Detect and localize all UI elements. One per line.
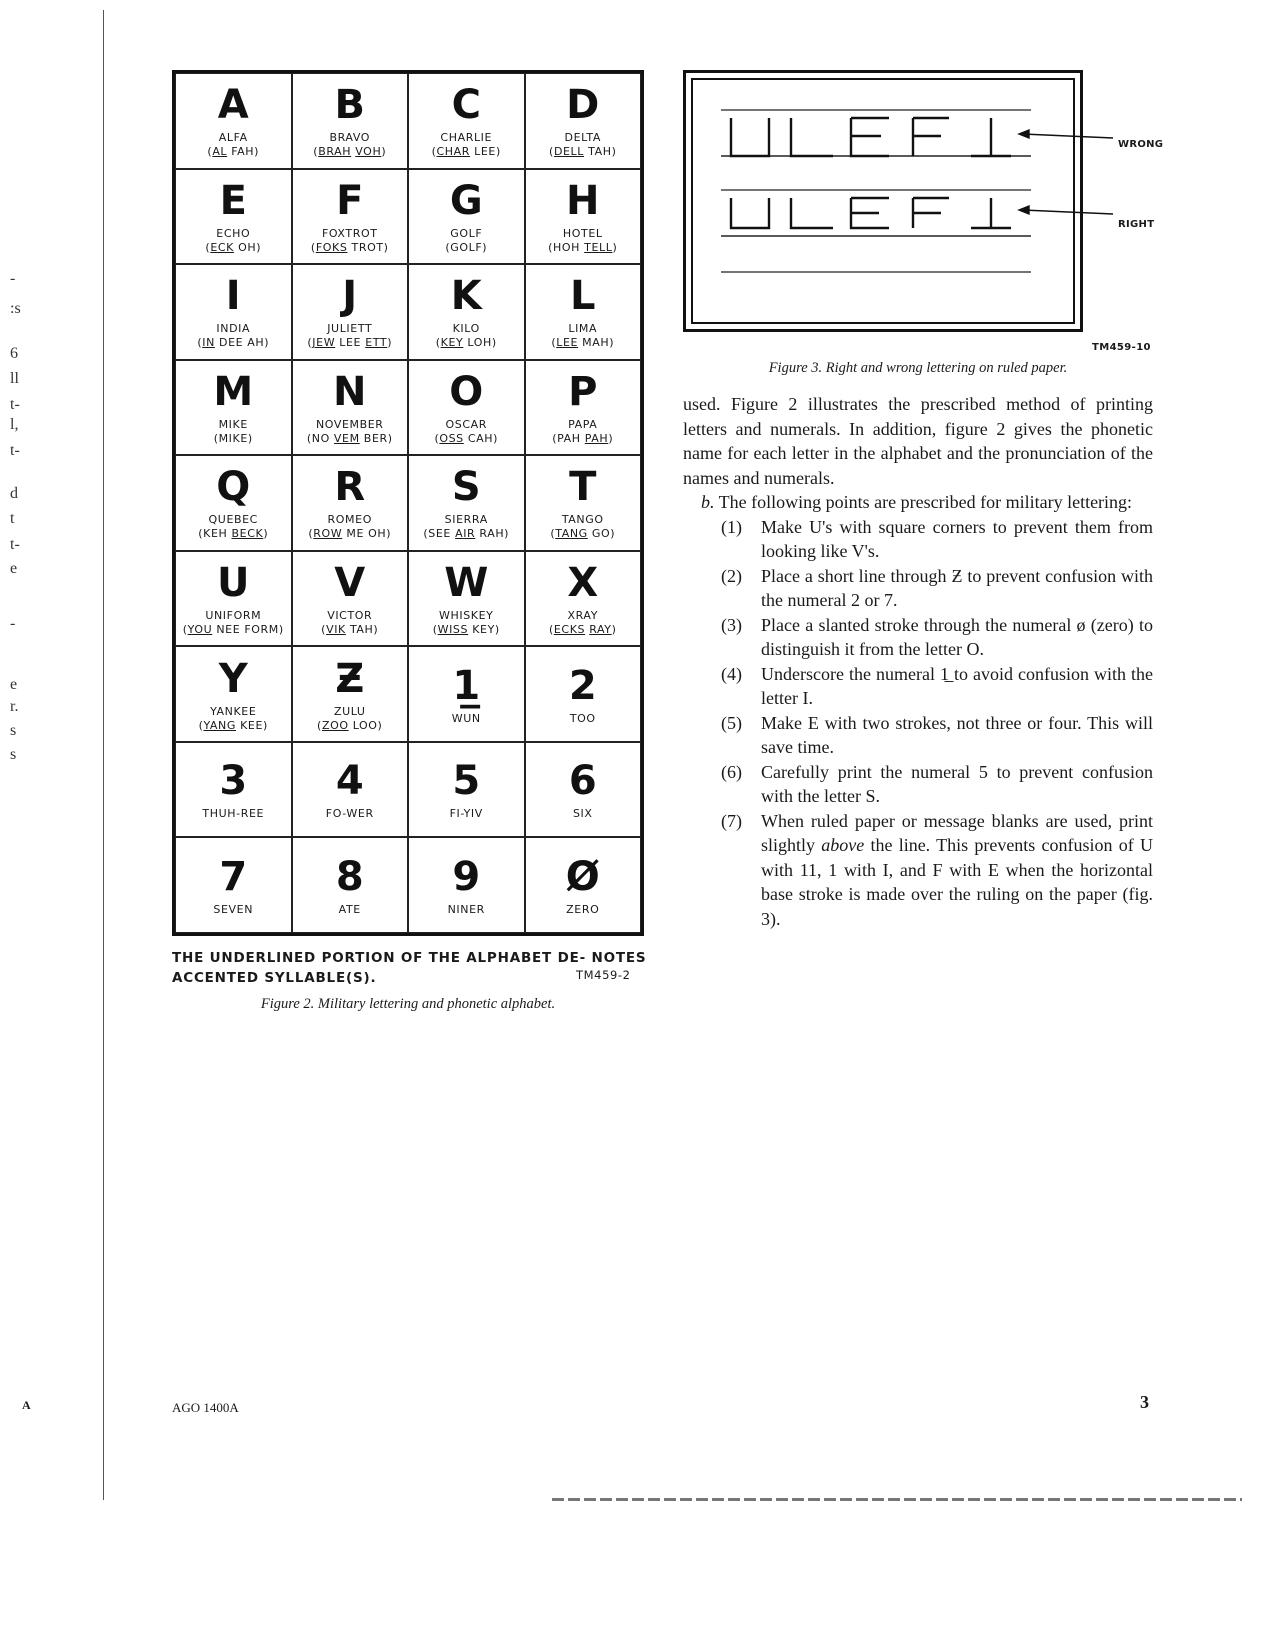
phonetic-name: WHISKEY [439,609,494,623]
paragraph-b-label: b. [701,492,715,512]
point-item: (2) Place a short line through Ƶ to prevent confusion with the numeral 2 or 7. [721,565,1153,610]
pronunciation: (DELL TAH) [549,145,617,159]
margin-mark: ll [10,370,19,387]
alphabet-glyph: U [217,560,250,607]
phonetic-name: ATE [338,902,361,916]
figure2-note: THE UNDERLINED PORTION OF THE ALPHABET DE- NOTES ACCENTED SYLLABLE(S). [172,950,647,986]
margin-mark: t- [10,536,20,553]
margin-mark: s [10,746,17,763]
alphabet-cell [175,455,292,551]
alphabet-glyph: I [225,273,241,320]
phonetic-name: BRAVO [329,131,371,145]
figure2-caption: Figure 2. Military lettering and phonetic alphabet. [260,996,556,1012]
alphabet-glyph: L [570,273,596,320]
alphabet-glyph: X [567,560,599,607]
margin-mark: t- [10,442,20,459]
alphabet-cell [525,551,642,647]
alphabet-glyph: 3 [219,758,248,805]
pronunciation: (NO VEM BER) [306,431,393,445]
alphabet-glyph: D [566,82,600,129]
phonetic-alphabet-grid [172,70,644,936]
phonetic-name: WUN [451,711,481,725]
phonetic-name: INDIA [216,322,251,336]
scan-artifact-line [552,1498,1242,1501]
side-margin-mark: A [22,1398,31,1412]
phonetic-name: PAPA [568,417,598,431]
margin-mark: e [10,676,18,693]
pronunciation: (IN DEE AH) [197,336,270,350]
pronunciation: (TANG GO) [550,527,616,541]
pronunciation: (PAH PAH) [552,431,614,445]
alphabet-cell [408,837,525,933]
alphabet-glyph: 6 [568,758,597,805]
figure2-code: TM459-2 [576,968,631,982]
figure3-code: TM459-10 [1092,342,1151,353]
right-letters [731,198,1011,228]
point-item: (4) Underscore the numeral 1̲ to avoid confusion with the letter I. [721,663,1153,708]
wrong-letters [731,118,1011,156]
alphabet-cell [292,169,409,265]
alphabet-cell [525,264,642,360]
alphabet-cell [292,264,409,360]
pronunciation: (AL FAH) [207,145,260,159]
right-label: RIGHT [1118,219,1155,230]
phonetic-name: VICTOR [327,609,373,623]
paragraph-b [683,490,1153,515]
alphabet-glyph: K [450,273,482,320]
phonetic-name: NINER [447,902,485,916]
alphabet-cell [525,455,642,551]
alphabet-cell [292,73,409,169]
margin-mark: - [10,270,16,287]
phonetic-name: YANKEE [210,704,257,718]
point-item: (7) When ruled paper or message blanks are used, print slightly above the line. This prevents confusion of U with 11, 1 with I, and F with E when the horizontal base stroke is made over the ruling on the paper (fig. 3). [721,810,1153,929]
pronunciation: (OSS CAH) [434,431,499,445]
alphabet-cell [525,169,642,265]
lettering-points [683,515,1153,932]
margin-mark: 6 [10,345,18,362]
paragraph-b-text: The following points are prescribed for military lettering: [714,492,1133,512]
pronunciation: (HOH TELL) [548,240,618,254]
phonetic-name: SEVEN [213,902,254,916]
margin-mark: s [10,722,17,739]
phonetic-name: GOLF [450,226,483,240]
alphabet-cell [292,742,409,838]
phonetic-name: TOO [569,711,596,725]
phonetic-name: MIKE [218,417,248,431]
margin-mark: e [10,560,18,577]
margin-mark: d [10,485,18,502]
alphabet-glyph: N [333,368,367,415]
alphabet-glyph: T [569,464,597,511]
phonetic-name: NOVEMBER [315,417,384,431]
pronunciation: (YANG KEE) [198,718,268,732]
phonetic-name: UNIFORM [205,609,262,623]
alphabet-glyph: A [217,82,249,129]
alphabet-cell [175,551,292,647]
margin-mark: l, [10,416,19,433]
phonetic-name: DELTA [564,131,601,145]
alphabet-cell [292,646,409,742]
alphabet-glyph: O [449,368,484,415]
alphabet-glyph: 4 [335,758,364,805]
margin-mark: t [10,510,15,527]
alphabet-cell [408,646,525,742]
pronunciation: (ECKS RAY) [548,623,617,637]
pronunciation: (YOU NEE FORM) [182,623,284,637]
margin-mark: t- [10,396,20,413]
alphabet-cell [408,73,525,169]
alphabet-glyph: Ø [565,853,600,900]
alphabet-cell [408,169,525,265]
pronunciation: (KEY LOH) [435,336,497,350]
pronunciation: (SEE AIR RAH) [423,527,510,541]
phonetic-name: LIMA [568,322,598,336]
phonetic-name: ECHO [216,226,251,240]
phonetic-name: SIERRA [444,513,488,527]
margin-mark: :s [10,300,21,317]
figure3-lettering [683,70,1143,332]
alphabet-glyph: G [449,177,483,224]
alphabet-glyph: E [219,177,247,224]
alphabet-cell [292,455,409,551]
point-item: (6) Carefully print the numeral 5 to prevent confusion with the letter S. [721,761,1153,806]
phonetic-name: SIX [572,807,593,821]
point-item: (1) Make U's with square corners to prevent them from looking like V's. [721,516,1153,561]
alphabet-cell [408,360,525,456]
alphabet-cell [408,551,525,647]
alphabet-cell [175,646,292,742]
alphabet-glyph: P [568,368,598,415]
alphabet-glyph: B [334,82,365,129]
phonetic-name: XRAY [567,609,599,623]
alphabet-cell [525,73,642,169]
alphabet-cell [175,837,292,933]
phonetic-name: CHARLIE [440,131,493,145]
paragraph-continuation: used. Figure 2 illustrates the prescribed method of printing letters and numerals. In addition, figure 2 gives the phonetic name for each letter in the alphabet and the pronunciation of the names and numerals. [683,394,1153,488]
point-item: (3) Place a slanted stroke through the numeral ø (zero) to distinguish it from the letter O. [721,614,1153,659]
phonetic-name: FO-WER [325,807,374,821]
phonetic-name: QUEBEC [208,513,258,527]
alphabet-cell [525,742,642,838]
footer-ago: AGO 1400A [172,1400,239,1415]
pronunciation: (WISS KEY) [432,623,500,637]
alphabet-glyph: J [342,273,358,320]
pronunciation: (JEW LEE ETT) [307,336,393,350]
alphabet-glyph: C [451,82,481,129]
alphabet-glyph: 2 [568,662,597,709]
alphabet-cell [175,264,292,360]
alphabet-glyph: 9 [452,853,481,900]
pronunciation: (BRAH VOH) [313,145,387,159]
pronunciation: (KEH BECK) [198,527,269,541]
alphabet-glyph: 5 [452,758,481,805]
phonetic-name: JULIETT [327,322,373,336]
pronunciation: (ZOO LOO) [317,718,383,732]
alphabet-glyph: 8 [335,853,364,900]
pronunciation: (MIKE) [213,431,253,445]
phonetic-name: OSCAR [445,417,487,431]
alphabet-cell [408,455,525,551]
alphabet-cell [408,742,525,838]
alphabet-glyph: F [336,177,364,224]
phonetic-name: ALFA [218,131,248,145]
phonetic-name: ZERO [566,902,600,916]
alphabet-cell [175,742,292,838]
phonetic-name: KILO [452,322,480,336]
phonetic-name: FI-YIV [449,807,483,821]
phonetic-name: ZULU [333,704,366,718]
alphabet-cell [175,169,292,265]
pronunciation: (GOLF) [445,240,488,254]
alphabet-glyph: V [334,560,366,607]
page-number: 3 [1140,1392,1149,1412]
alphabet-cell [525,646,642,742]
pronunciation: (VIK TAH) [321,623,379,637]
phonetic-name: HOTEL [562,226,603,240]
alphabet-glyph: M [213,368,254,415]
pronunciation: (ROW ME OH) [308,527,392,541]
alphabet-glyph: 7 [219,853,248,900]
figure3-caption: Figure 3. Right and wrong lettering on ruled paper. [768,360,1068,376]
alphabet-glyph: Y [218,655,248,702]
alphabet-glyph: S [451,464,481,511]
binding-line [103,10,104,1500]
alphabet-glyph: Ƶ [335,655,365,702]
alphabet-glyph: H [566,177,600,224]
margin-mark: r. [10,698,19,715]
alphabet-glyph: W [444,560,489,607]
pronunciation: (LEE MAH) [551,336,615,350]
pronunciation: (CHAR LEE) [431,145,501,159]
phonetic-name: ROMEO [327,513,372,527]
alphabet-cell [408,264,525,360]
pronunciation: (ECK OH) [205,240,262,254]
alphabet-glyph: Q [216,464,251,511]
alphabet-cell [292,551,409,647]
alphabet-cell [175,73,292,169]
point-item: (5) Make E with two strokes, not three or four. This will save time. [721,712,1153,757]
phonetic-name: THUH-REE [202,807,265,821]
pronunciation: (FOKS TROT) [310,240,389,254]
alphabet-cell [175,360,292,456]
alphabet-cell [525,360,642,456]
alphabet-cell [292,837,409,933]
wrong-label: WRONG [1118,139,1164,150]
phonetic-name: TANGO [561,513,604,527]
alphabet-cell [525,837,642,933]
body-text [683,392,1153,931]
alphabet-glyph: R [334,464,366,511]
margin-mark: - [10,615,16,632]
alphabet-cell [292,360,409,456]
phonetic-name: FOXTROT [321,226,378,240]
alphabet-glyph: 1̲ [452,662,481,709]
